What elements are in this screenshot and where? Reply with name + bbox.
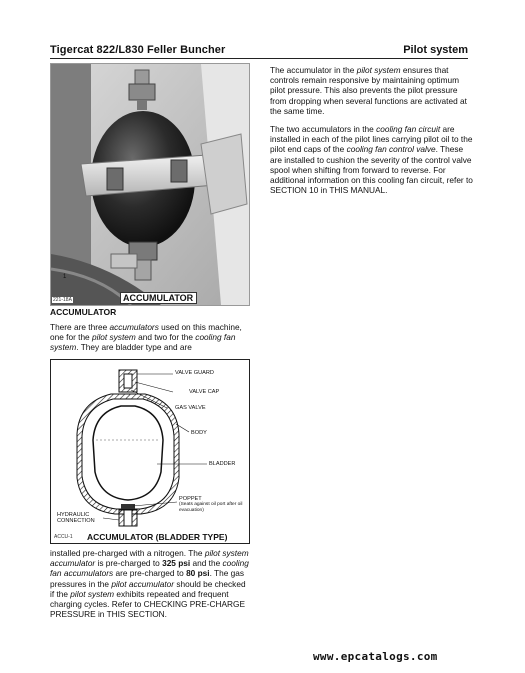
text-run: accumulators — [109, 322, 159, 332]
header-rule — [50, 58, 468, 59]
left-paragraph-2 — [50, 548, 250, 619]
photo-caption: ACCUMULATOR — [120, 292, 197, 304]
label-poppet-note: (Seats against oil port after oil evacuation) — [179, 502, 243, 513]
photo-id: 221-18A — [53, 297, 72, 303]
text-run: The two accumulators in the — [270, 124, 377, 134]
text-run: . They are bladder type and are — [76, 342, 192, 353]
text-run: cooling fan control valve — [346, 144, 436, 155]
bladder-accumulator-diagram — [50, 359, 250, 544]
text-run: . These are installed to cushion the severity of the control valve spool when shifting from forward to reverse. For additional information on this cooling fan circuit, refer to SECTION 10 in THIS MANUAL. — [270, 144, 473, 196]
text-run: pilot system — [70, 588, 115, 599]
text-run: 80 psi — [186, 568, 210, 579]
accumulator-heading: ACCUMULATOR — [50, 307, 117, 317]
text-run: There are three — [50, 322, 110, 332]
right-paragraph-1 — [270, 65, 475, 116]
page-header-section: Pilot system — [403, 44, 468, 56]
label-valve-cap: VALVE CAP — [189, 389, 220, 395]
page-header-title: Tigercat 822/L830 Feller Buncher — [50, 44, 226, 56]
label-poppet: POPPET — [179, 496, 202, 502]
text-run: . The gas pressures in the — [50, 568, 245, 589]
photo-callout-number: 1 — [63, 274, 67, 280]
text-run: pilot accumulator — [111, 578, 175, 589]
text-run: and two for the — [135, 332, 196, 343]
text-run: ensures that controls remain responsive by maintaining optimum pilot pressure. This also prevents the pilot pressure from dropping when several functions are activated at the same time. — [270, 65, 467, 116]
right-paragraph-2 — [270, 124, 475, 195]
text-run: pilot system — [356, 65, 401, 75]
text-run: exhibits repeated and frequent charging cycles. Refer to CHECKING PRE-CHARGE PRESSURE in THIS SECTION. — [50, 588, 246, 620]
text-run: installed pre-charged with a nitrogen. The — [50, 548, 205, 558]
diagram-caption: ACCUMULATOR (BLADDER TYPE) — [87, 532, 228, 542]
label-body: BODY — [191, 430, 207, 436]
label-valve-guard: VALVE GUARD — [175, 370, 214, 376]
text-run: are pre-charged to — [113, 568, 187, 579]
text-run: pilot system — [91, 332, 136, 343]
label-gas-valve: GAS VALVE — [175, 405, 206, 411]
accumulator-photo — [50, 63, 250, 306]
text-run: cooling fan accumulators — [50, 558, 249, 579]
text-run: cooling fan system — [50, 332, 236, 353]
text-run: used on this machine, one for the — [50, 322, 242, 343]
diagram-id: ACCU-1 — [54, 534, 73, 540]
left-paragraph-1 — [50, 322, 250, 353]
text-run: should be checked if the — [50, 578, 246, 599]
text-run: are installed in each of the pilot lines carrying pilot oil to the pilot end caps of the — [270, 124, 473, 155]
text-run: cooling fan circuit — [376, 124, 441, 134]
footer-url[interactable]: www.epcatalogs.com — [313, 650, 438, 663]
text-run: The accumulator in the — [270, 65, 357, 75]
accumulator-photo-graphic — [51, 64, 249, 305]
text-run: is pre-charged to — [95, 558, 163, 569]
label-hydraulic-connection: HYDRAULIC CONNECTION — [57, 512, 95, 525]
label-bladder: BLADDER — [209, 461, 236, 467]
text-run: 325 psi — [162, 558, 191, 569]
text-run: pilot system accumulator — [50, 548, 249, 569]
text-run: and the — [190, 558, 223, 569]
